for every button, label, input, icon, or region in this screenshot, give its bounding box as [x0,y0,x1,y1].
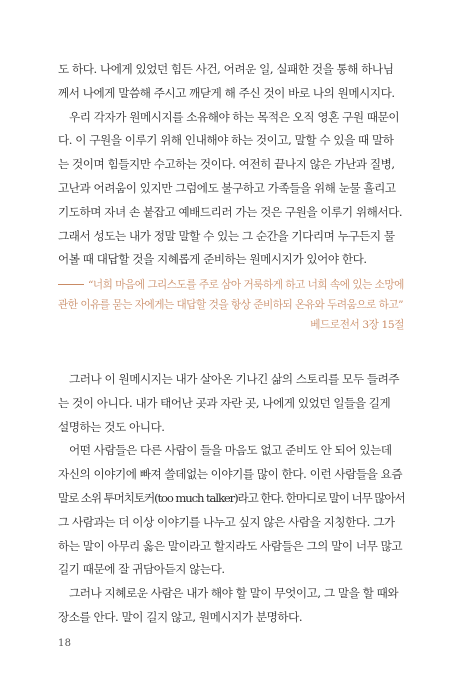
quote-line-2: 관한 이유를 묻는 자에게는 대답할 것을 항상 준비하되 온유와 두려움으로 하고” [58,299,404,311]
quote-line-1 [58,275,404,295]
paragraph-line: 그러나 이 원메시지는 내가 살아온 기나긴 삶의 스토리를 모두 들려주 [69,372,400,386]
paragraph-line: 그러나 지혜로운 사람은 내가 해야 할 말이 무엇이고, 그 말을 할 때와 [69,586,399,601]
paragraph-line: 도 하다. 나에게 있었던 힘든 사건, 어려운 일, 실패한 것을 통해 하나님 [58,62,394,76]
scripture-quote [58,275,404,335]
paragraph-line: 장소를 안다. 말이 길지 않고, 원메시지가 분명하다. [58,609,303,624]
paragraph-line: 말로 소위 투머치토커(too much talker)라고 한다. 한마디로 말이 너무 많아서 [58,490,405,505]
paragraph-line: 어떤 사람들은 다른 사람이 들을 마음도 없고 준비도 안 되어 있는데 [69,443,392,458]
paragraph-line: 는 것이 아니다. 내가 태어난 곳과 자란 곳, 나에게 있었던 일들을 길게 [58,395,391,410]
paragraph-line: 그래서 성도는 내가 정말 말할 수 있는 그 순간을 기다리며 누구든지 물 [58,228,395,243]
paragraph-line: 우리 각자가 원메시지를 소유해야 하는 목적은 오직 영혼 구원 때문이 [69,109,400,124]
paragraph-line: 다. 이 구원을 이루기 위해 인내해야 하는 것이고, 말할 수 있을 때 말하 [58,133,394,148]
body-text-top [58,58,404,272]
paragraph-line: 설명하는 것도 아니다. [58,419,165,434]
paragraph-line: 하는 말이 아무리 옳은 말이라고 할지라도 사람들은 그의 말이 너무 많고 [58,538,403,553]
paragraph-line: 는 것이며 힘들지만 수고하는 것이다. 여전히 끝나지 않은 가난과 질병, [58,157,395,172]
paragraph-line: 어볼 때 대답할 것을 지혜롭게 준비하는 원메시지가 있어야 한다. [58,252,367,267]
paragraph-line: 자신의 이야기에 빠져 쓸데없는 이야기를 많이 한다. 이런 사람들을 요즘 [58,467,403,482]
paragraph-line: 께서 나에게 말씀해 주시고 깨닫게 해 주신 것이 바로 나의 원메시지다. [58,85,395,100]
page-number: 18 [58,638,72,649]
paragraph-line: 기도하며 자녀 손 붙잡고 예배드리러 가는 것은 구원을 이루기 위해서다. [58,204,403,219]
quote-text: “너희 마음에 그리스도를 주로 삼아 거룩하게 하고 너희 속에 있는 소망에 [88,279,404,291]
paragraph-line: 그 사람과는 더 이상 이야기를 나누고 싶지 않은 사람을 지칭한다. 그가 [58,514,395,529]
quote-rule [58,284,84,285]
paragraph-line: 길기 때문에 잘 귀담아듣지 않는다. [58,562,225,577]
body-text-bottom [58,368,404,630]
quote-source: 베드로전서 3장 15절 [310,319,404,331]
paragraph-line: 고난과 어려움이 있지만 그럼에도 불구하고 가족들을 위해 눈물 흘리고 [58,180,396,195]
